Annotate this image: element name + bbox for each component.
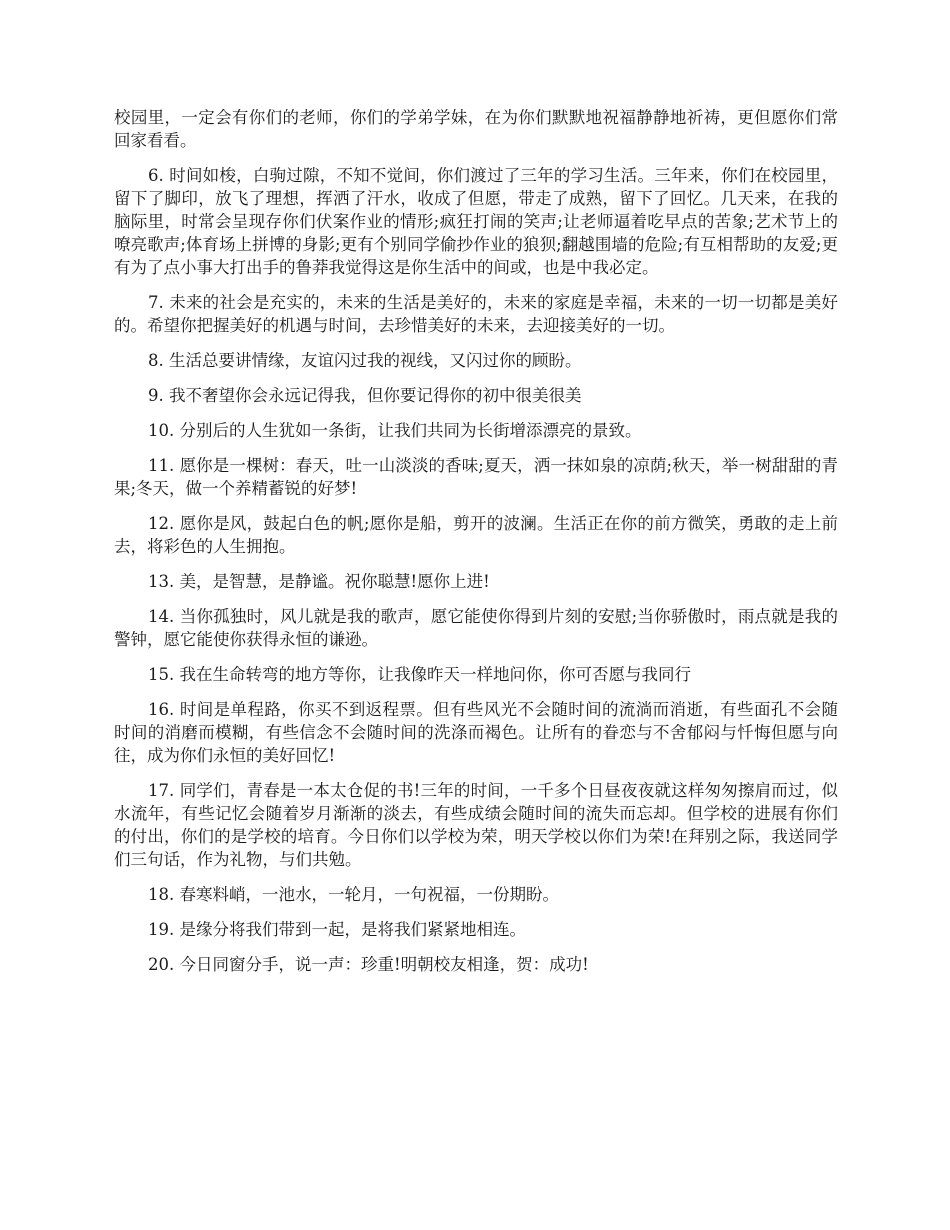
paragraph-7: 7. 未来的社会是充实的，未来的生活是美好的，未来的家庭是幸福，未来的一切一切都是美好的。希望你把握美好的机遇与时间，去珍惜美好的未来，去迎接美好的一切。 [114, 293, 838, 335]
paragraph-14: 14. 当你孤独时，风儿就是我的歌声，愿它能使你得到片刻的安慰;当你骄傲时，雨点就是我的警钟，愿它能使你获得永恒的谦逊。 [114, 607, 838, 649]
paragraph-19: 19. 是缘分将我们带到一起，是将我们紧紧地相连。 [148, 920, 526, 939]
paragraph-20: 20. 今日同窗分手，说一声：珍重!明朝校友相逢，贺：成功! [148, 955, 589, 974]
paragraph-13: 13. 美，是智慧，是静谧。祝你聪慧!愿你上进! [148, 572, 490, 591]
paragraph-10: 10. 分别后的人生犹如一条街，让我们共同为长街增添漂亮的景致。 [148, 421, 642, 440]
paragraph-11: 11. 愿你是一棵树：春天，吐一山淡淡的香味;夏天，洒一抹如泉的凉荫;秋天，举一树甜甜的青果;冬天，做一个养精蓄锐的好梦! [114, 456, 838, 498]
paragraph-continuation: 校园里，一定会有你们的老师，你们的学弟学妹，在为你们默默地祝福静静地祈祷，更但愿你们常回家看看。 [114, 108, 838, 150]
paragraph-8: 8. 生活总要讲情缘，友谊闪过我的视线，又闪过你的顾盼。 [148, 351, 582, 370]
paragraph-15: 15. 我在生命转弯的地方等你，让我像昨天一样地问你，你可否愿与我同行 [148, 665, 691, 684]
paragraph-17: 17. 同学们，青春是一本太仓促的书!三年的时间，一千多个日昼夜夜就这样匆匆擦肩而过，似水流年，有些记忆会随着岁月渐渐的淡去，有些成绩会随时间的流失而忘却。但学校的进展有你们的付出，你们的是学校的培育。今日你们以学校为荣，明天学校以你们为荣!在拜别之际，我送同学们三句话，作为礼物，与们共勉。 [114, 781, 838, 869]
paragraph-16: 16. 时间是单程路，你买不到返程票。但有些风光不会随时间的流淌而消逝，有些面孔不会随时间的消磨而模糊，有些信念不会随时间的洗涤而褐色。让所有的眷恋与不舍郁闷与忏悔但愿与向往，成为你们永恒的美好回忆! [114, 700, 838, 765]
paragraph-6: 6. 时间如梭，白驹过隙，不知不觉间，你们渡过了三年的学习生活。三年来，你们在校园里，留下了脚印，放飞了理想，挥洒了汗水，收成了但愿，带走了成熟，留下了回忆。几天来，在我的脑际里，时常会呈现存你们伏案作业的情形;疯狂打闹的笑声;让老师逼着吃早点的苦象;艺术节上的嘹亮歌声;体育场上拼博的身影;更有个别同学偷抄作业的狼狈;翻越围墙的危险;有互相帮助的友爱;更有为了点小事大打出手的鲁莽我觉得这是你生活中的间或，也是中我必定。 [114, 166, 838, 277]
paragraph-12: 12. 愿你是风，鼓起白色的帆;愿你是船，剪开的波澜。生活正在你的前方微笑，勇敢的走上前去，将彩色的人生拥抱。 [114, 514, 838, 556]
paragraph-18: 18. 春寒料峭，一池水，一轮月，一句祝福，一份期盼。 [148, 885, 559, 904]
paragraph-9: 9. 我不奢望你会永远记得我，但你要记得你的初中很美很美 [148, 386, 582, 405]
